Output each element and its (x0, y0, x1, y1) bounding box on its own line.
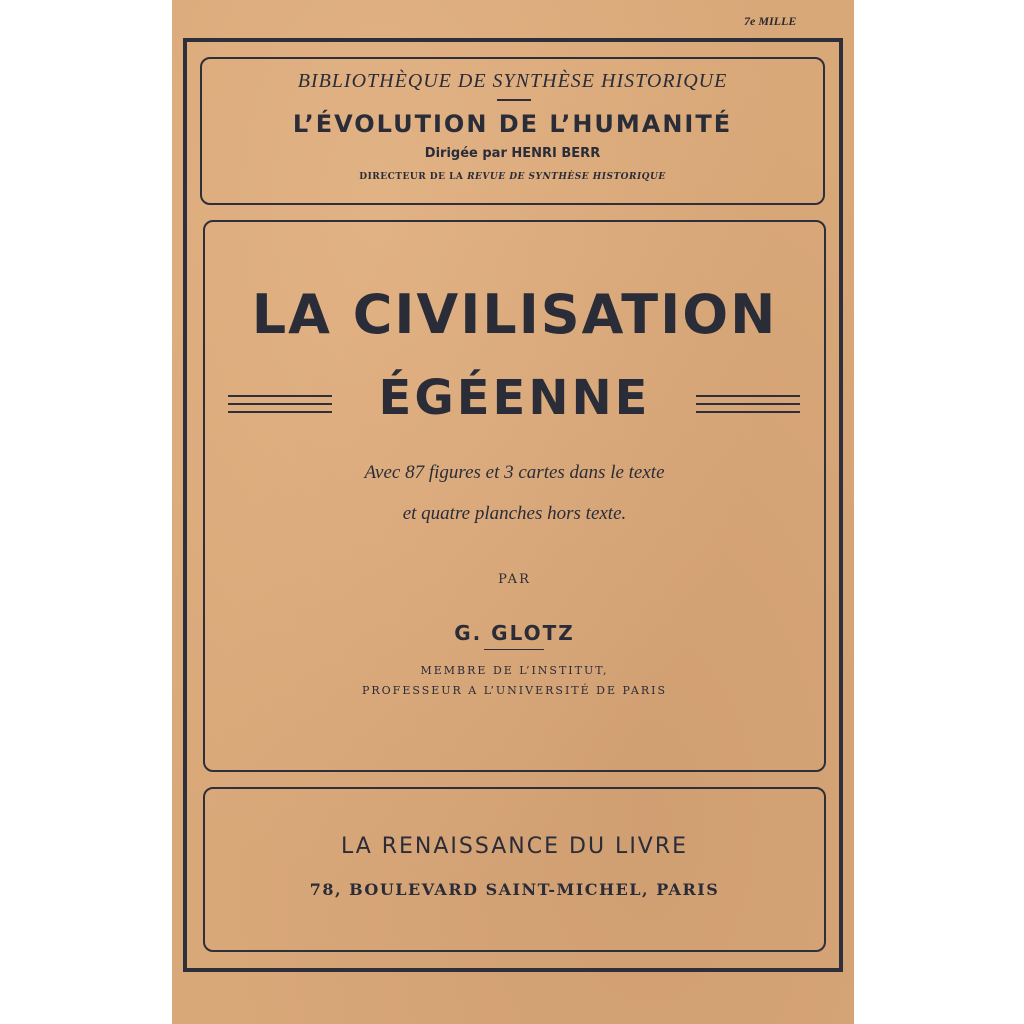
director-journal: REVUE DE SYNTHÈSE HISTORIQUE (467, 172, 666, 182)
edition-note: 7e MILLE (744, 14, 797, 28)
title-line-1: LA CIVILISATION (251, 283, 778, 346)
publisher-frame (203, 787, 826, 952)
title-rule-right-1 (696, 395, 800, 397)
title-line-2: ÉGÉENNE (378, 370, 651, 426)
publisher-name: LA RENAISSANCE DU LIVRE (340, 834, 689, 859)
title-rule-left-1 (228, 395, 332, 397)
title-rule-left-2 (228, 403, 332, 405)
director-prefix: DIRECTEUR DE LA (359, 172, 464, 182)
collection-name: L’ÉVOLUTION DE L’HUMANITÉ (292, 110, 733, 138)
author-title-2: PROFESSEUR A L’UNIVERSITÉ DE PARIS (361, 684, 667, 697)
author-title-1: MEMBRE DE L’INSTITUT, (420, 664, 609, 677)
by-label: PAR (498, 572, 531, 587)
title-rule-right-3 (696, 411, 800, 413)
directed-by: Dirigée par HENRI BERR (424, 146, 601, 161)
author-name: G. GLOTZ (454, 621, 575, 645)
director-line (200, 172, 825, 182)
publisher-address: 78, BOULEVARD SAINT-MICHEL, PARIS (309, 880, 720, 899)
series-divider (497, 99, 531, 101)
author-divider (484, 649, 544, 650)
figures-line-1: Avec 87 figures et 3 cartes dans le texte (364, 462, 665, 483)
title-rule-right-2 (696, 403, 800, 405)
series-name: BIBLIOTHÈQUE DE SYNTHÈSE HISTORIQUE (297, 70, 728, 92)
figures-line-2: et quatre planches hors texte. (402, 503, 627, 524)
title-rule-left-3 (228, 411, 332, 413)
